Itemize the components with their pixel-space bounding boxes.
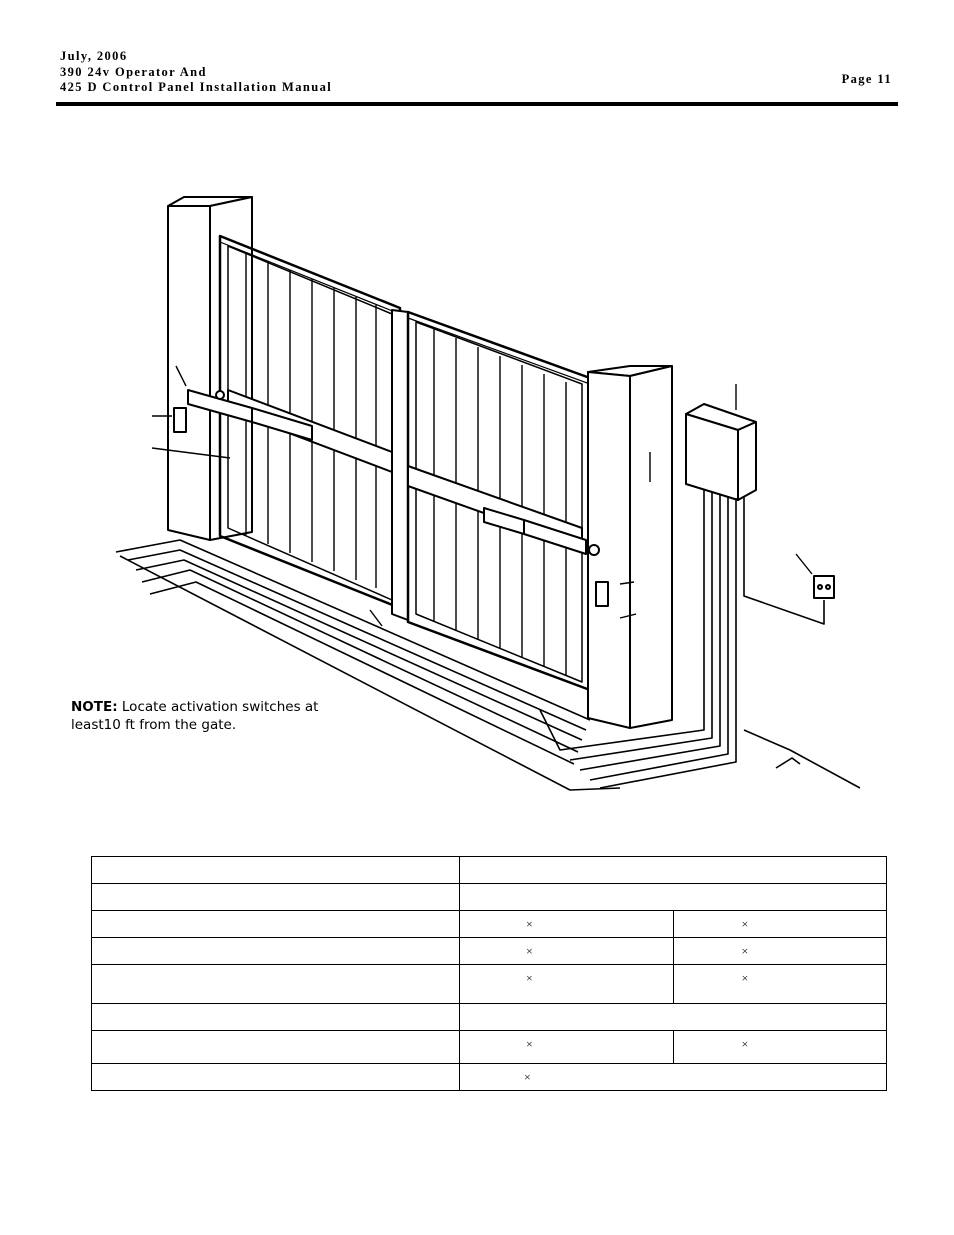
table-cell: [673, 965, 887, 1004]
table-cell: [460, 857, 887, 884]
table-cell: [92, 857, 460, 884]
specification-table: [91, 856, 887, 1091]
header-date: July, 2006: [60, 49, 128, 63]
table-cell: [92, 938, 460, 965]
table-row: [92, 857, 887, 884]
note-label: NOTE:: [71, 699, 118, 715]
table-row: [92, 911, 887, 938]
table-cell: [673, 911, 887, 938]
table-mark: ×: [741, 1037, 749, 1051]
control-box: [686, 404, 756, 500]
table-mark: ×: [526, 1037, 533, 1051]
table-cell: [460, 1004, 887, 1031]
header-rule: [56, 102, 898, 106]
table-mark: ×: [524, 1070, 531, 1084]
note-text: Locate activation switches at least10 ft from the gate.: [71, 699, 319, 733]
table-mark: ×: [741, 944, 749, 958]
table-row: [92, 938, 887, 965]
center-post: [392, 310, 408, 620]
header-title-line1: 390 24v Operator And: [60, 64, 207, 79]
table-mark: ×: [526, 971, 533, 985]
table-cell: [673, 938, 887, 965]
table-cell: [460, 1031, 674, 1064]
table-row: [92, 1031, 887, 1064]
table-cell: [673, 1031, 887, 1064]
table-cell: [460, 938, 674, 965]
table-mark: ×: [526, 917, 533, 931]
table-cell: [460, 911, 674, 938]
right-gate-leaf: [408, 312, 590, 690]
table-row: [92, 965, 887, 1004]
left-switch-box: [174, 408, 186, 432]
table-mark: ×: [526, 944, 533, 958]
table-cell: [92, 884, 460, 911]
table-cell: [92, 1064, 460, 1091]
right-pillar: [588, 366, 672, 728]
table-mark: ×: [741, 971, 749, 985]
installation-note: [71, 698, 341, 734]
left-pillar: [168, 197, 252, 540]
wall-edge: [744, 730, 860, 788]
table-row: [92, 1064, 887, 1091]
table-cell: [92, 965, 460, 1004]
table-cell: [460, 884, 887, 911]
page-header: [60, 49, 898, 96]
right-switch-box: [596, 582, 608, 606]
table-cell: [460, 965, 674, 1004]
power-outlet: [814, 576, 834, 598]
table-mark: ×: [741, 917, 749, 931]
table-cell: [92, 1004, 460, 1031]
header-title-line2: 425 D Control Panel Installation Manual: [60, 80, 333, 94]
table-cell: [92, 1031, 460, 1064]
table-row: [92, 1004, 887, 1031]
page-number: Page 11: [841, 72, 892, 86]
table-cell: [460, 1064, 887, 1091]
table-row: [92, 884, 887, 911]
table-cell: [92, 911, 460, 938]
